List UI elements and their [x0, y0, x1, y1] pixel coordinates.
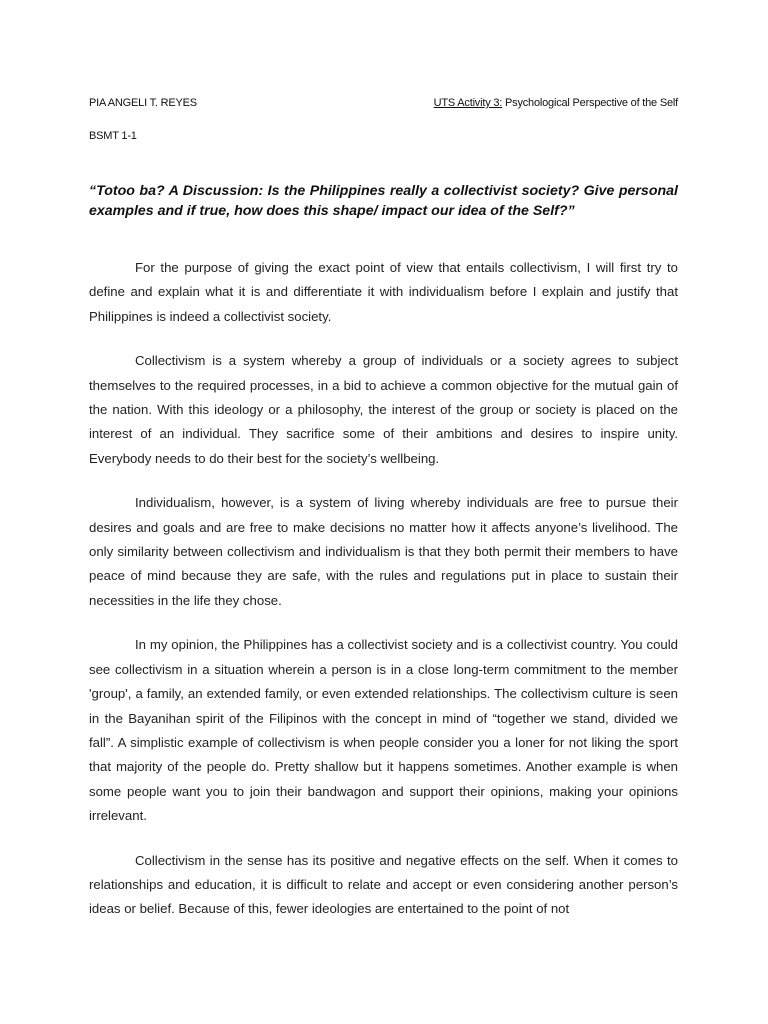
header-row [89, 97, 678, 109]
activity-heading [434, 97, 678, 109]
document-title: “Totoo ba? A Discussion: Is the Philippines really a collectivist society? Give personal examples and if true, how does this shape/ impact our idea of the Self?” [89, 183, 678, 219]
section-label: BSMT 1-1 [89, 130, 137, 142]
paragraph-4: In my opinion, the Philippines has a collectivist society and is a collectivist country. You could see collectivism in a situation wherein a person is in a close long-term commitment to the member 'group', a family, an extended family, or even extended relationships. The collectivism culture is seen in the Bayanihan spirit of the Filipinos with the concept in mind of “together we stand, divided we fall”. A simplistic example of collectivism is when people consider you a loner for not liking the sport that majority of the people do. Pretty shallow but it happens sometimes. Another example is when some people want you to join their bandwagon and support their opinions, making your opinions irrelevant. [89, 637, 678, 824]
paragraph-1: For the purpose of giving the exact point of view that entails collectivism, I will first try to define and explain what it is and differentiate it with individualism before I explain and justify that Philippines is indeed a collectivist society. [89, 260, 678, 324]
activity-title: Psychological Perspective of the Self [502, 97, 678, 109]
paragraph-3: Individualism, however, is a system of living whereby individuals are free to pursue their desires and goals and are free to make decisions no matter how it affects anyone’s livelihood. The only similarity between collectivism and individualism is that they both permit their members to have peace of mind because they are safe, with the rules and regulations put in place to sustain their necessities in the life they chose. [89, 495, 678, 608]
paragraph-2: Collectivism is a system whereby a group of individuals or a society agrees to subject themselves to the required processes, in a bid to achieve a common objective for the mutual gain of the nation. With this ideology or a philosophy, the interest of the group or society is placed on the interest of an individual. They sacrifice some of their ambitions and desires to inspire unity. Everybody needs to do their best for the society’s wellbeing. [89, 353, 678, 466]
paragraph-5: Collectivism in the sense has its positive and negative effects on the self. When it comes to relationships and education, it is difficult to relate and accept or even considering another person’s ideas or belief. Because of this, fewer ideologies are entertained to the point of not [89, 852, 678, 917]
document-body [89, 256, 678, 942]
student-name: PIA ANGELI T. REYES [89, 97, 197, 109]
activity-label: UTS Activity 3: [433, 97, 503, 109]
